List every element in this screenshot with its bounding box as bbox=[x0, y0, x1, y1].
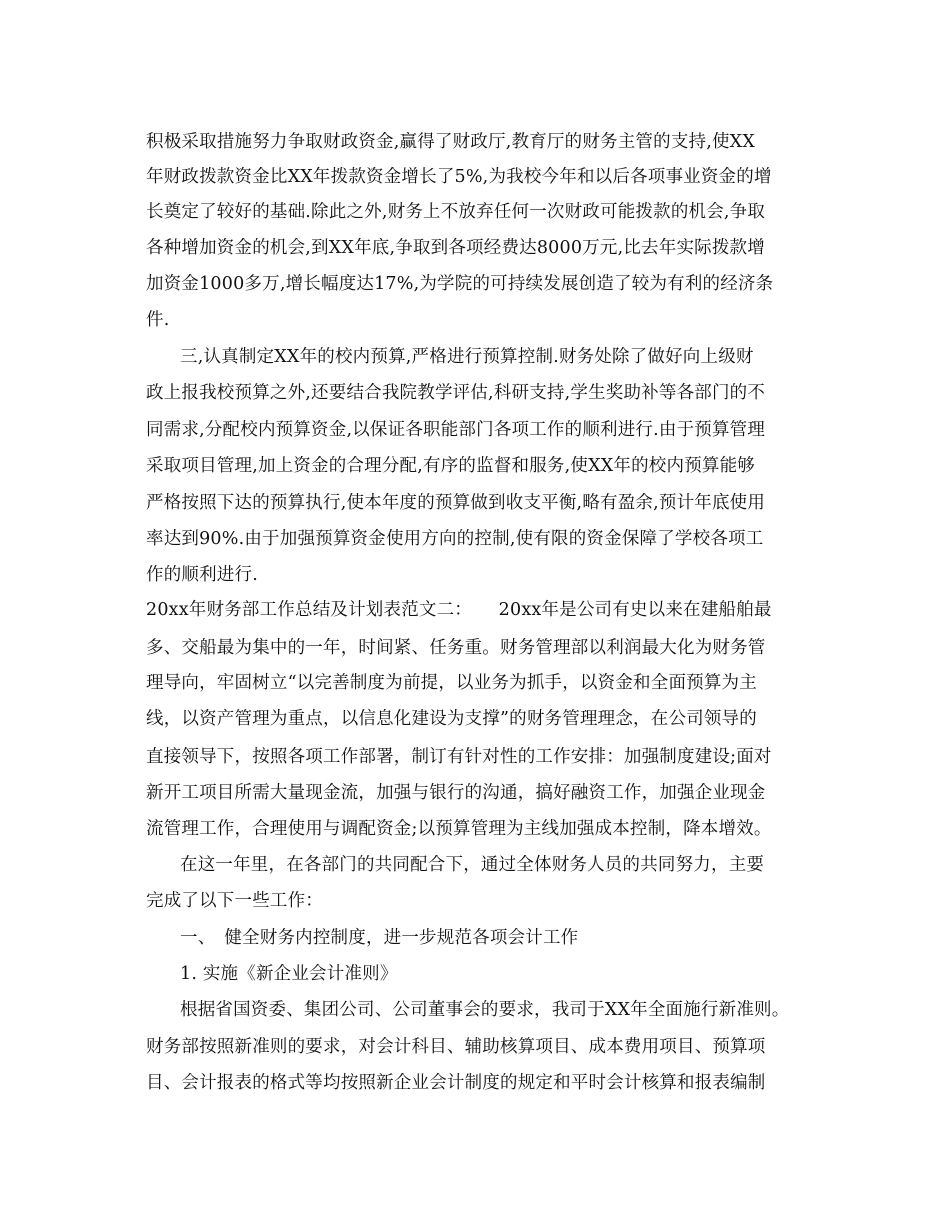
text-line: 加资金1000多万,增长幅度达17%,为学院的可持续发展创造了较为有利的经济条 bbox=[146, 274, 774, 294]
text-line: 采取项目管理,加上资金的合理分配,有序的监督和服务,使XX年的校内预算能够 bbox=[146, 456, 756, 476]
text-line: 在这一年里，在各部门的共同配合下，通过全体财务人员的共同努力，主要 bbox=[180, 855, 765, 875]
text-line: 三,认真制定XX年的校内预算,严格进行预算控制.财务处除了做好向上级财 bbox=[180, 347, 754, 367]
text-line: 件. bbox=[146, 310, 170, 330]
section-heading: 一、 健全财务内控制度，进一步规范各项会计工作 bbox=[180, 928, 579, 948]
text-line: 20xx年财务部工作总结及计划表范文二： 20xx年是公司有史以来在建船舶最 bbox=[146, 600, 772, 620]
text-line: 多、交船最为集中的一年，时间紧、任务重。财务管理部以利润最大化为财务管 bbox=[146, 638, 766, 658]
text-line: 目、会计报表的格式等均按照新企业会计制度的规定和平时会计核算和报表编制 bbox=[146, 1073, 766, 1093]
subsection-heading: 1. 实施《新企业会计准则》 bbox=[180, 964, 398, 984]
text-line: 新开工项目所需大量现金流，加强与银行的沟通，搞好融资工作，加强企业现金 bbox=[146, 783, 766, 803]
text-line: 同需求,分配校内预算资金,以保证各职能部门各项工作的顺利进行.由于预算管理 bbox=[146, 420, 766, 440]
text-line: 严格按照下达的预算执行,使本年度的预算做到收支平衡,略有盈余,预计年底使用 bbox=[146, 493, 766, 513]
text-line: 线，以资产管理为重点，以信息化建设为支撑”的财务管理理念，在公司领导的 bbox=[146, 709, 757, 729]
text-line: 直接领导下，按照各项工作部署，制订有针对性的工作安排：加强制度建设;面对 bbox=[146, 747, 772, 767]
text-line: 长奠定了较好的基础.除此之外,财务上不放弃任何一次财政可能拨款的机会,争取 bbox=[146, 202, 766, 222]
text-line: 积极采取措施努力争取财政资金,赢得了财政厅,教育厅的财务主管的支持,使XX bbox=[146, 132, 756, 152]
text-line: 政上报我校预算之外,还要结合我院教学评估,科研支持,学生奖助补等各部门的不 bbox=[146, 383, 766, 403]
text-line: 流管理工作，合理使用与调配资金;以预算管理为主线加强成本控制，降本增效。 bbox=[146, 819, 772, 839]
text-line: 率达到90%.由于加强预算资金使用方向的控制,使有限的资金保障了学校各项工 bbox=[146, 529, 764, 549]
text-line: 理导向，牢固树立“以完善制度为前提，以业务为抓手，以资金和全面预算为主 bbox=[146, 673, 757, 693]
text-line: 根据省国资委、集团公司、公司董事会的要求，我司于XX年全面施行新准则。 bbox=[180, 1000, 790, 1020]
text-line: 财务部按照新准则的要求，对会计科目、辅助核算项目、成本费用项目、预算项 bbox=[146, 1037, 766, 1057]
text-line: 作的顺利进行. bbox=[146, 565, 258, 585]
text-line: 各种增加资金的机会,到XX年底,争取到各项经费达8000万元,比去年实际拨款增 bbox=[146, 238, 765, 258]
text-line: 完成了以下一些工作： bbox=[146, 891, 323, 911]
text-line: 年财政拨款资金比XX年拨款资金增长了5%,为我校今年和以后各项事业资金的增 bbox=[146, 167, 772, 187]
